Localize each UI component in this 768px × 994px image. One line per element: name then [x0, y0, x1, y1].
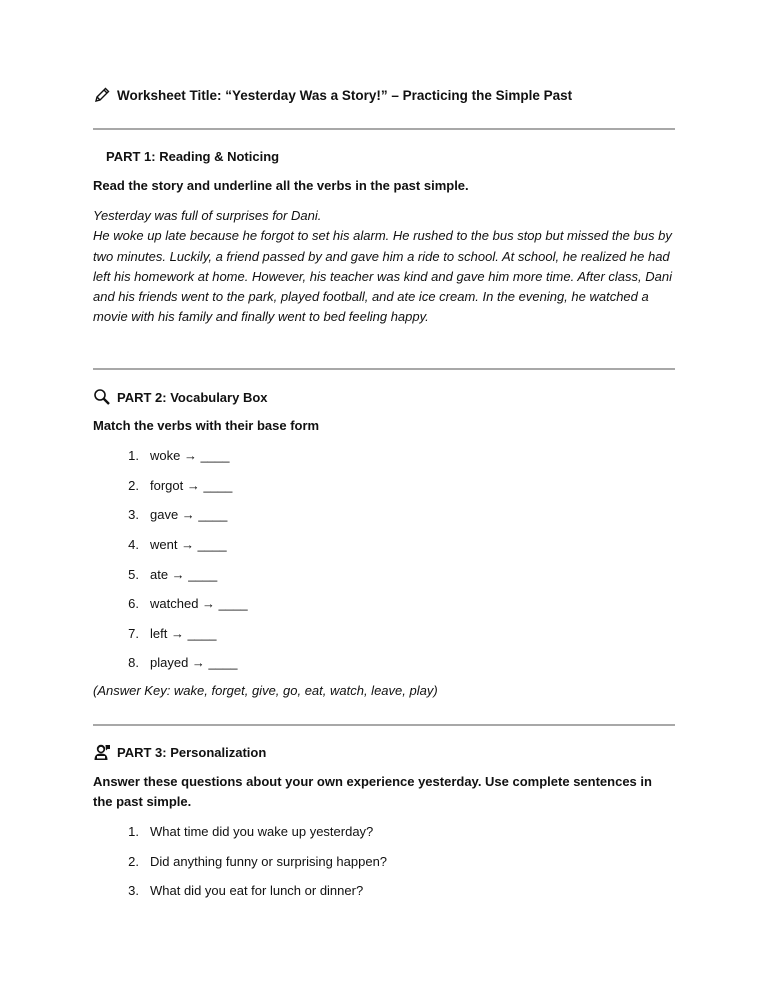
item-number: 4.	[128, 537, 139, 553]
item-text: gave → ____	[150, 507, 228, 523]
item-text: went → ____	[150, 537, 227, 553]
item-number: 6.	[128, 596, 139, 612]
divider	[93, 368, 675, 370]
magnifier-icon	[93, 388, 111, 406]
part2-instruction: Match the verbs with their base form	[93, 418, 320, 433]
divider	[93, 128, 675, 130]
item-text: What did you eat for lunch or dinner?	[150, 883, 364, 899]
worksheet-title	[93, 86, 572, 104]
part1-heading: PART 1: Reading & Noticing	[106, 149, 280, 164]
vocabulary-list	[93, 441, 248, 678]
list-item	[93, 648, 248, 678]
item-number: 3.	[128, 883, 139, 899]
item-number: 5.	[128, 566, 139, 582]
item-number: 8.	[128, 655, 139, 671]
item-number: 1.	[128, 824, 139, 840]
list-item	[93, 817, 387, 847]
divider	[93, 724, 675, 726]
list-item	[93, 619, 248, 649]
worksheet-title-text: Worksheet Title: “Yesterday Was a Story!” – Practicing the Simple Past	[117, 87, 573, 103]
answer-key: (Answer Key: wake, forget, give, go, eat, watch, leave, play)	[93, 683, 438, 698]
list-item	[93, 559, 248, 589]
part3-heading	[93, 743, 266, 761]
story-body: He woke up late because he forgot to set his alarm. He rushed to the bus stop but missed the bus by two minutes. Luckily, a friend passed by and gave him a ride to school. At school, he realized he had left his homework at home. However, his teacher was kind and gave him more time. After class, Dani and his friends went to the park, played football, and ate ice cream. In the evening, he watched a movie with his family and finally went to bed feeling happy.	[93, 228, 672, 325]
list-item	[93, 530, 248, 560]
part3-heading-text: PART 3: Personalization	[117, 744, 267, 760]
item-number: 2.	[128, 477, 139, 493]
personalization-questions	[93, 817, 387, 906]
item-number: 1.	[128, 448, 139, 464]
story-first-line: Yesterday was full of surprises for Dani.	[93, 208, 322, 223]
list-item	[93, 847, 387, 877]
part2-heading-text: PART 2: Vocabulary Box	[117, 389, 268, 405]
list-item	[93, 589, 248, 619]
list-item	[93, 441, 248, 471]
item-number: 7.	[128, 625, 139, 641]
item-text: ate → ____	[150, 566, 218, 582]
list-item	[93, 471, 248, 501]
item-number: 3.	[128, 507, 139, 523]
part2-heading	[93, 388, 268, 406]
part3-instruction: Answer these questions about your own experience yesterday. Use complete sentences in the past simple.	[93, 774, 652, 809]
item-text: woke → ____	[150, 448, 230, 464]
part1-instruction: Read the story and underline all the verbs in the past simple.	[93, 178, 469, 193]
list-item	[93, 500, 248, 530]
item-text: What time did you wake up yesterday?	[150, 824, 374, 840]
item-number: 2.	[128, 853, 139, 869]
item-text: forgot → ____	[150, 477, 233, 493]
item-text: watched → ____	[150, 596, 248, 612]
item-text: left → ____	[150, 625, 217, 641]
item-text: played → ____	[150, 655, 238, 671]
item-text: Did anything funny or surprising happen?	[150, 853, 388, 869]
pencil-icon	[93, 86, 111, 104]
person-speaking-icon	[93, 743, 111, 761]
story-text	[93, 206, 675, 328]
list-item	[93, 876, 387, 906]
